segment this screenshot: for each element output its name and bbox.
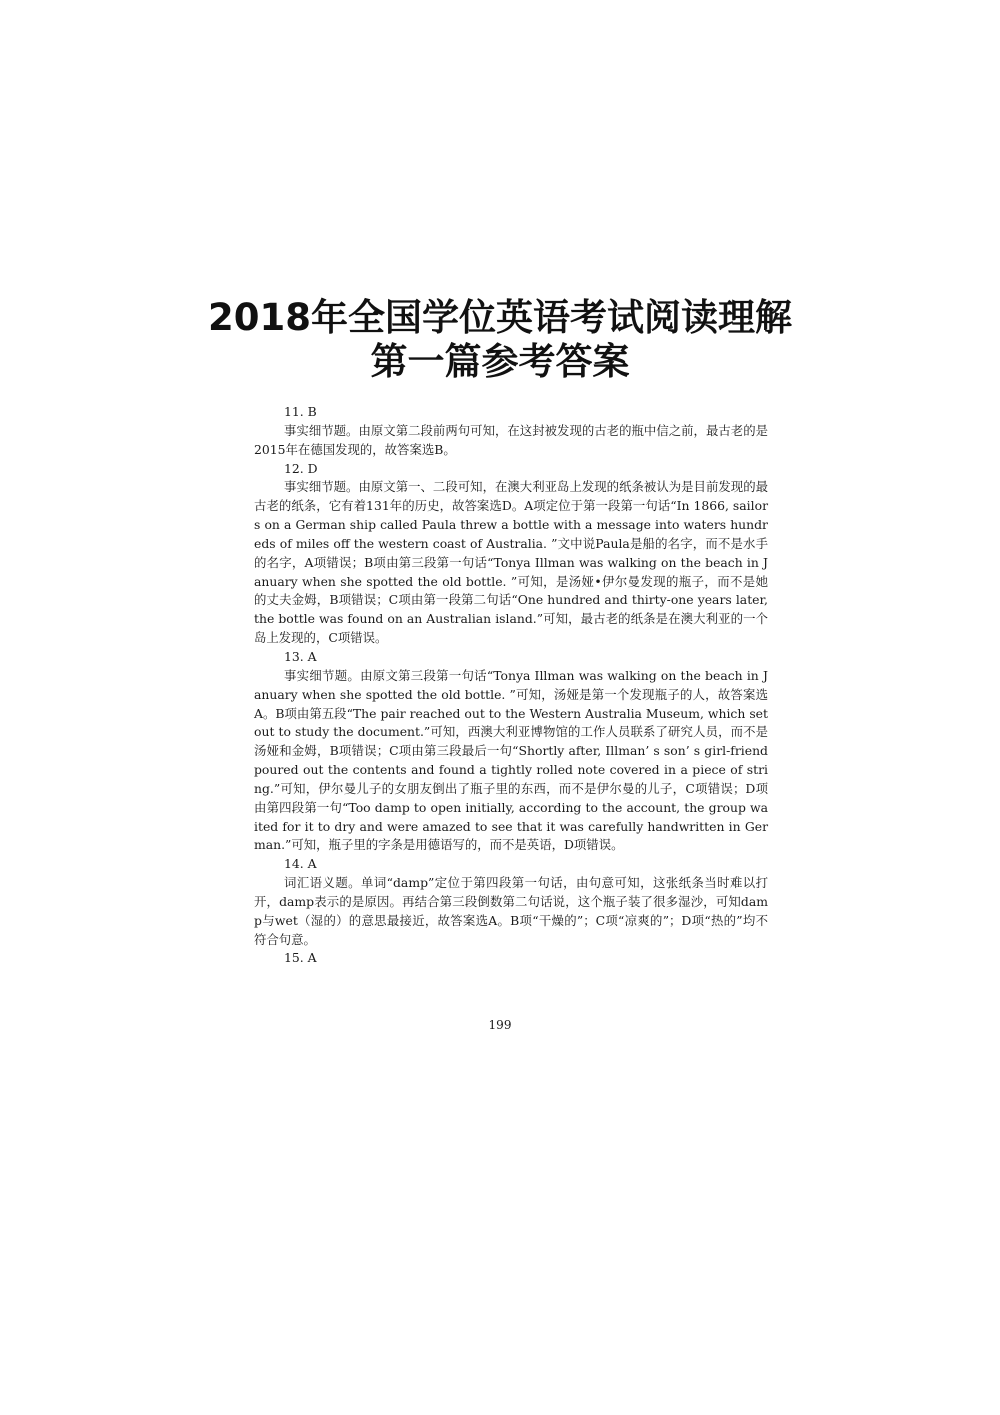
answer-item-12 — [254, 460, 768, 648]
page-title: 2018年全国学位英语考试阅读理解 — [208, 296, 792, 339]
answer-list — [254, 403, 768, 968]
answer-key: 14. A — [284, 856, 317, 872]
answer-item-14 — [254, 855, 768, 949]
answer-key: 13. A — [284, 648, 317, 664]
page-number: 199 — [488, 1018, 512, 1032]
answer-explanation: 词汇语义题。单词“damp”定位于第四段第一句话，由句意可知，这张纸条当时难以打开，damp表示的是原因。再结合第三段倒数第二句话说，这个瓶子装了很多湿沙，可知damp与wet（湿的）的意思最接近，故答案选A。B项“干燥的”；C项“凉爽的”；D项“热的”均不符合句意。 — [254, 875, 768, 947]
answer-explanation: 事实细节题。由原文第一、二段可知，在澳大利亚岛上发现的纸条被认为是目前发现的最古老的纸条，它有着131年的历史，故答案选D。A项定位于第一段第一句话“In 1866, sailors on a German ship called Paula threw a bottle with a message into waters hundreds of miles off the western coast of Australia. ”文中说Paula是船的名字，而不是水手的名字，A项错误；B项由第三段第一句话“Tonya Illman was walking on the beach in January when she spotted the old bottle. ”可知，是汤娅•伊尔曼发现的瓶子，而不是她的丈夫金姆，B项错误；C项由第一段第二句话“One hundred and thirty-one years later, the bottle was found on an Australian island.”可知，最古老的纸条是在澳大利亚的一个岛上发现的，C项错误。 — [254, 479, 768, 646]
answer-item-15 — [254, 949, 768, 968]
answer-explanation: 事实细节题。由原文第二段前两句可知，在这封被发现的古老的瓶中信之前，最古老的是2015年在德国发现的，故答案选B。 — [254, 422, 768, 457]
answer-item-11 — [254, 403, 768, 460]
answer-item-13 — [254, 648, 768, 855]
answer-key: 15. A — [284, 950, 317, 966]
answer-key: 12. D — [284, 460, 318, 476]
answer-key: 11. B — [284, 404, 317, 419]
answer-explanation: 事实细节题。由原文第三段第一句话“Tonya Illman was walking on the beach in January when she spotted the old bottle. ”可知，汤娅是第一个发现瓶子的人，故答案选A。B项由第五段“The pair reached out to the Western Australia Museum, which set out to study the document.”可知，西澳大利亚博物馆的工作人员联系了研究人员，而不是汤娅和金姆，B项错误；C项由第三段最后一句“Shortly after, Illman’ s son’ s girl-friend poured out the contents and found a tightly rolled note covered in a piece of string.”可知，伊尔曼儿子的女朋友倒出了瓶子里的东西，而不是伊尔曼的儿子，C项错误；D项由第四段第一句“Too damp to open initially, according to the account, the group waited for it to dry and were amazed to see that it was carefully handwritten in German.”可知，瓶子里的字条是用德语写的，而不是英语，D项错误。 — [254, 667, 768, 853]
page-subtitle: 第一篇参考答案 — [370, 340, 630, 383]
